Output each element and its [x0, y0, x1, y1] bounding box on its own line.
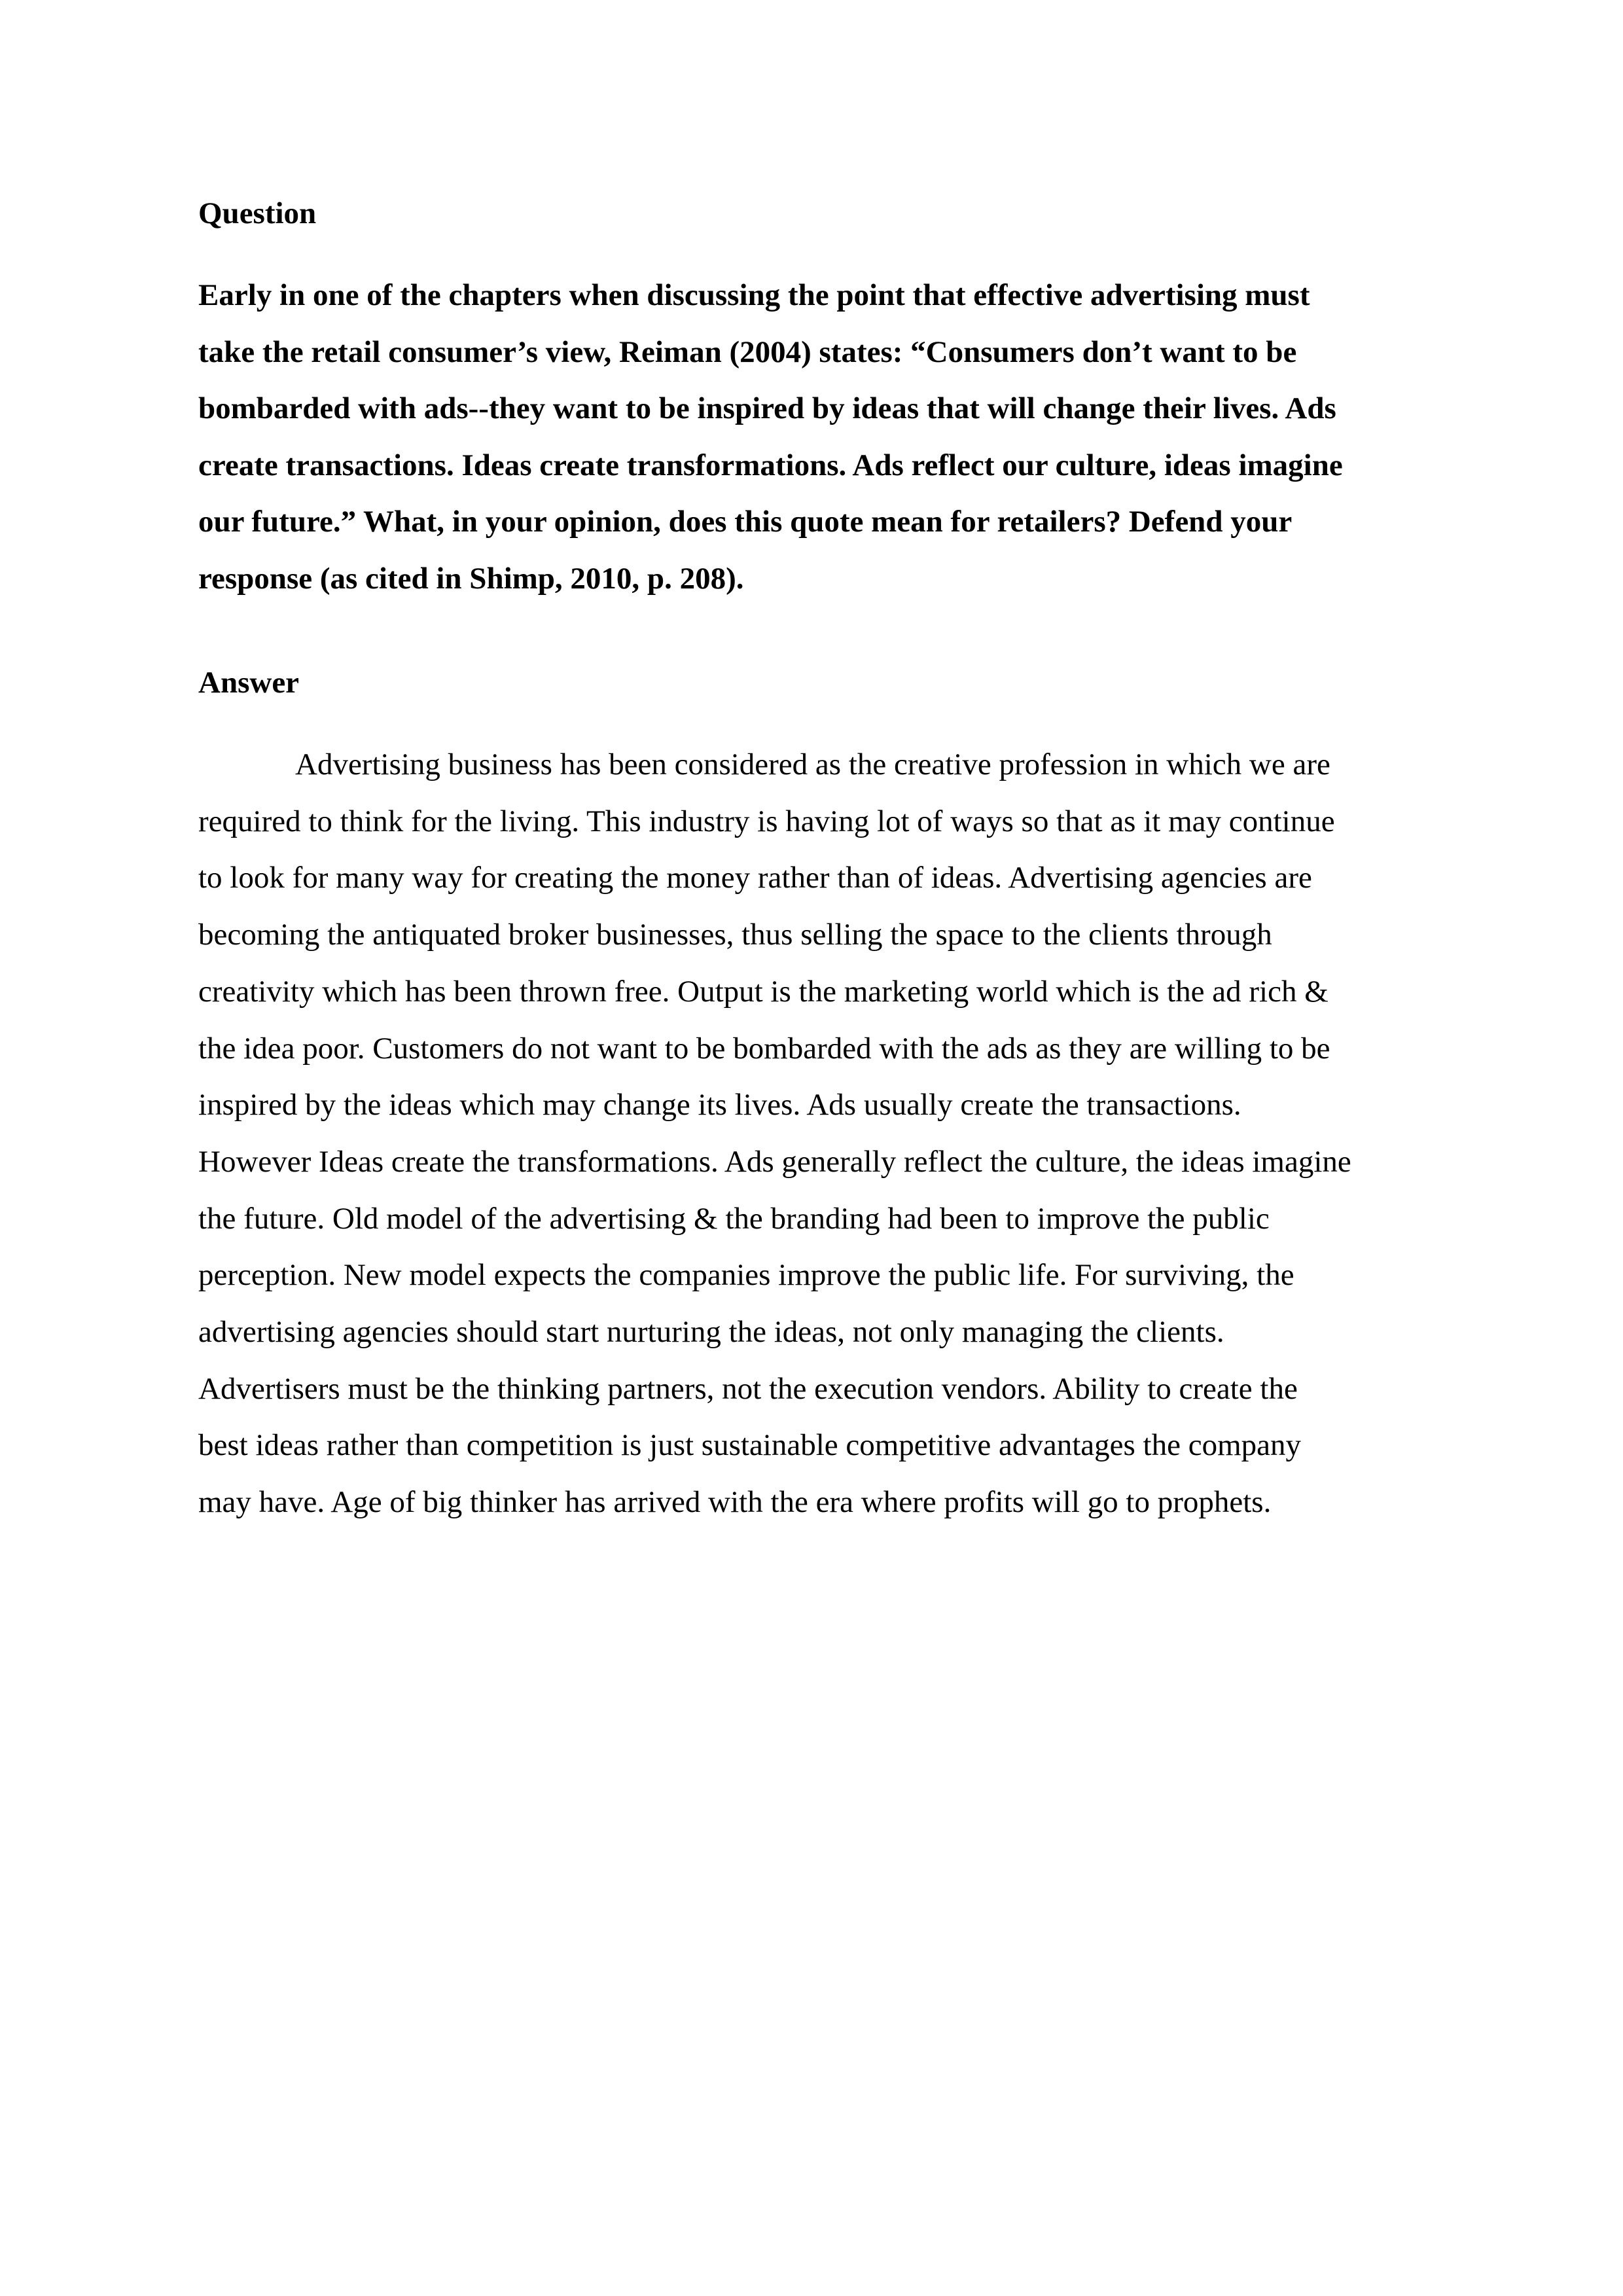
- question-line: take the retail consumer’s view, Reiman (2004) states: “Consumers don’t want to be: [198, 334, 1297, 369]
- answer-line: the idea poor. Customers do not want to be bombarded with the ads as they are willing to be: [198, 1031, 1330, 1066]
- answer-line: advertising agencies should start nurturing the ideas, not only managing the clients.: [198, 1315, 1224, 1350]
- question-line: our future.” What, in your opinion, does this quote mean for retailers? Defend your: [198, 505, 1293, 539]
- document-body: [198, 185, 1442, 1531]
- answer-line: to look for many way for creating the money rather than of ideas. Advertising agencies are: [198, 861, 1312, 895]
- question-line: Early in one of the chapters when discussing the point that effective advertising must: [198, 278, 1310, 312]
- answer-line: inspired by the ideas which may change its lives. Ads usually create the transactions.: [198, 1088, 1241, 1122]
- answer-line: Advertising business has been considered as the creative profession in which we are: [295, 747, 1330, 781]
- answer-line: the future. Old model of the advertising & the branding had been to improve the public: [198, 1201, 1270, 1236]
- question-line: bombarded with ads--they want to be inspired by ideas that will change their lives. Ads: [198, 391, 1336, 425]
- question-paragraph: [198, 267, 1442, 607]
- question-heading: Question: [198, 196, 317, 230]
- answer-line: Advertisers must be the thinking partners, not the execution vendors. Ability to create the: [198, 1371, 1298, 1406]
- question-line: response (as cited in Shimp, 2010, p. 208).: [198, 561, 744, 596]
- question-line: create transactions. Ideas create transformations. Ads reflect our culture, ideas imagine: [198, 448, 1343, 482]
- answer-line: However Ideas create the transformations. Ads generally reflect the culture, the ideas imagine: [198, 1144, 1351, 1179]
- answer-heading: Answer: [198, 666, 300, 700]
- answer-line: may have. Age of big thinker has arrived with the era where profits will go to prophets.: [198, 1485, 1272, 1520]
- answer-line: best ideas rather than competition is just sustainable competitive advantages the company: [198, 1428, 1302, 1463]
- answer-line: required to think for the living. This industry is having lot of ways so that as it may continue: [198, 804, 1335, 838]
- answer-paragraph: [198, 736, 1442, 1531]
- answer-line: perception. New model expects the companies improve the public life. For surviving, the: [198, 1258, 1294, 1293]
- answer-line: becoming the antiquated broker businesses, thus selling the space to the clients through: [198, 918, 1272, 952]
- answer-line: creativity which has been thrown free. Output is the marketing world which is the ad rich &: [198, 974, 1329, 1009]
